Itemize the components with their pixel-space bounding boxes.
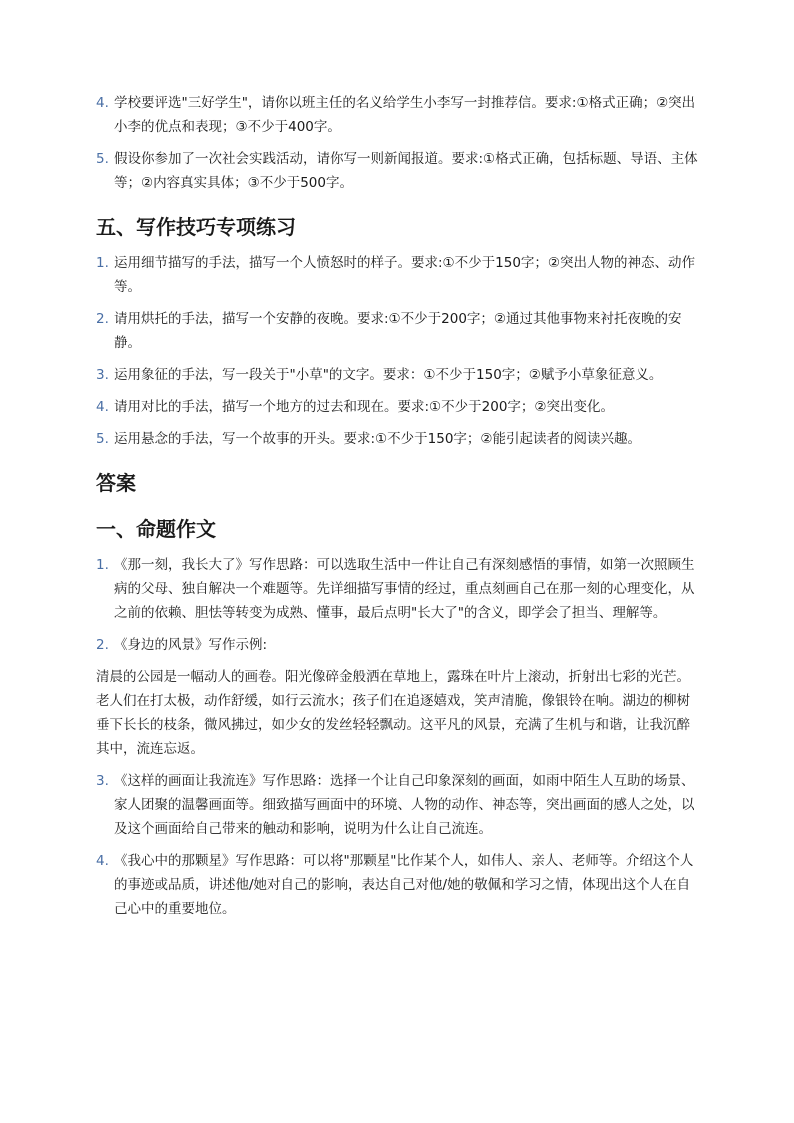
section-heading: 一、命题作文	[96, 517, 216, 541]
list-text: 运用细节描写的手法，描写一个人愤怒时的样子。要求:①不少于150字；②突出人物的神态、动作等。	[114, 255, 696, 295]
list-number: 1.	[96, 557, 109, 573]
list-item	[96, 147, 700, 195]
list-item	[96, 363, 700, 387]
list-text: 请用烘托的手法，描写一个安静的夜晚。要求:①不少于200字；②通过其他事物来衬托夜晚的安静。	[114, 311, 682, 351]
list-item	[96, 849, 700, 921]
section-heading: 五、写作技巧专项练习	[96, 215, 296, 239]
list-text: 请用对比的手法，描写一个地方的过去和现在。要求:①不少于200字；②突出变化。	[114, 399, 615, 415]
list-text: 《这样的画面让我流连》写作思路：选择一个让自己印象深刻的画面，如雨中陌生人互助的场景、家人团聚的温馨画面等。细致描写画面中的环境、人物的动作、神态等，突出画面的感人之处，以及这个画面给自己带来的触动和影响，说明为什么让自己流连。	[114, 773, 695, 837]
answers-heading: 答案	[96, 471, 136, 495]
list-number: 2.	[96, 637, 109, 653]
list-number: 4.	[96, 399, 109, 415]
list-number: 1.	[96, 255, 109, 271]
document-content	[96, 91, 700, 929]
list-number: 3.	[96, 367, 109, 383]
list-number: 3.	[96, 773, 109, 789]
sample-paragraph: 清晨的公园是一幅动人的画卷。阳光像碎金般洒在草地上，露珠在叶片上滚动，折射出七彩的光芒。老人们在打太极，动作舒缓，如行云流水；孩子们在追逐嬉戏，笑声清脆，像银铃在响。湖边的柳树垂下长长的枝条，微风拂过，如少女的发丝轻轻飘动。这平凡的风景，充满了生机与和谐，让我沉醉其中，流连忘返。	[96, 669, 690, 757]
list-text: 《身边的风景》写作示例:	[114, 637, 268, 653]
list-item	[96, 91, 700, 139]
list-text: 《我心中的那颗星》写作思路：可以将"那颗星"比作某个人，如伟人、亲人、老师等。介绍这个人的事迹或品质，讲述他/她对自己的影响，表达自己对他/她的敬佩和学习之情，体现出这个人在自己心中的重要地位。	[114, 853, 694, 917]
list-number: 5.	[96, 431, 109, 447]
answers-list-continued	[96, 769, 700, 921]
list-item	[96, 633, 700, 657]
list-number: 2.	[96, 311, 109, 327]
list-text: 运用象征的手法，写一段关于"小草"的文字。要求：①不少于150字；②赋予小草象征意义。	[114, 367, 663, 383]
list-item	[96, 553, 700, 625]
list-item	[96, 427, 700, 451]
list-text: 《那一刻，我长大了》写作思路：可以选取生活中一件让自己有深刻感悟的事情，如第一次照顾生病的父母、独自解决一个难题等。先详细描写事情的经过，重点刻画自己在那一刻的心理变化，从之前的依赖、胆怯等转变为成熟、懂事，最后点明"长大了"的含义，即学会了担当、理解等。	[114, 557, 695, 621]
list-text: 运用悬念的手法，写一个故事的开头。要求:①不少于150字；②能引起读者的阅读兴趣。	[114, 431, 642, 447]
list-text: 假设你参加了一次社会实践活动，请你写一则新闻报道。要求:①格式正确，包括标题、导语、主体等；②内容真实具体；③不少于500字。	[114, 151, 698, 191]
prev-section-list	[96, 91, 700, 195]
list-item	[96, 251, 700, 299]
list-number: 5.	[96, 151, 109, 167]
list-text: 学校要评选"三好学生"，请你以班主任的名义给学生小李写一封推荐信。要求:①格式正确；②突出小李的优点和表现；③不少于400字。	[114, 95, 696, 135]
list-number: 4.	[96, 853, 109, 869]
list-number: 4.	[96, 95, 109, 111]
answers-list	[96, 553, 700, 657]
list-item	[96, 307, 700, 355]
list-item	[96, 395, 700, 419]
writing-skills-list	[96, 251, 700, 451]
list-item	[96, 769, 700, 841]
